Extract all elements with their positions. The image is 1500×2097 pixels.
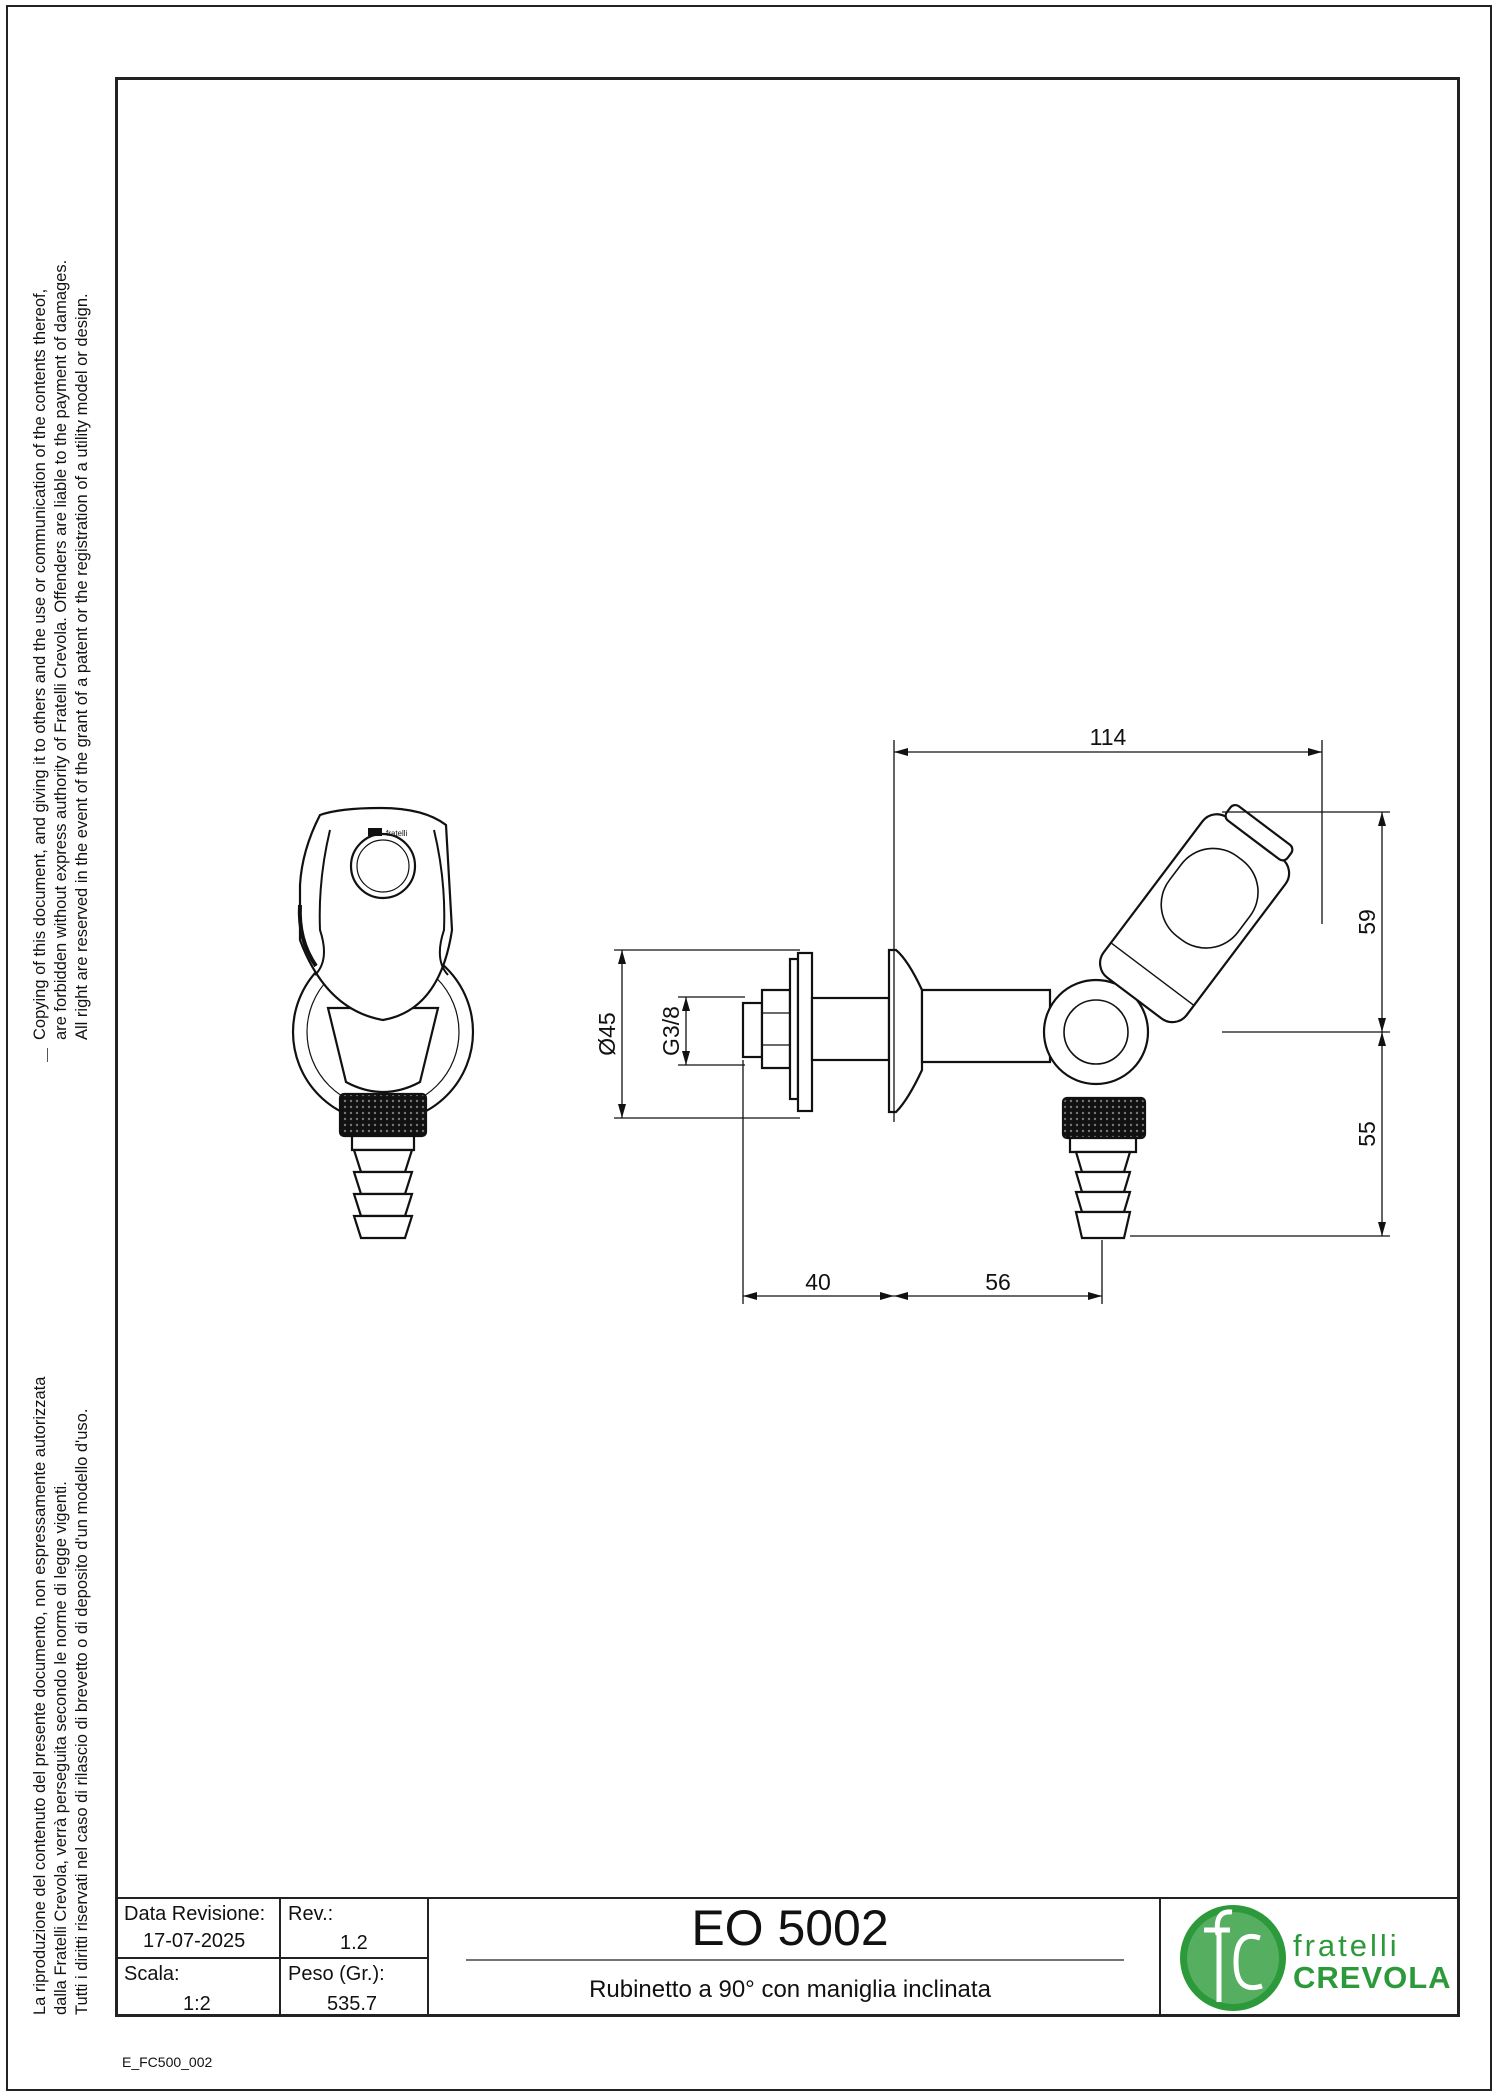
notice-it-line-2: dalla Fratelli Crevola, verrà perseguita secondo le norme di legge vigenti.: [52, 1481, 70, 2015]
product-code: EO 5002: [691, 1900, 889, 1956]
washer: [798, 953, 812, 1111]
thread-stub: [743, 1003, 762, 1057]
side-hose-barb: [1076, 1152, 1130, 1172]
rev-value: 1.2: [340, 1932, 368, 1954]
notice-en-line-1: Copying of this document, and giving it to others and the use or communication of the contents thereof,: [31, 288, 49, 1040]
weight-value: 535.7: [327, 1993, 378, 2015]
notice-separator: [47, 1048, 48, 1062]
dim-thread-length: 40: [805, 1269, 831, 1295]
rev-label: Rev.:: [288, 1903, 334, 1925]
svg-text:fratelli: fratelli: [386, 829, 408, 838]
hex-nut: [762, 990, 790, 1068]
product-description: Rubinetto a 90° con maniglia inclinata: [589, 1976, 991, 2003]
weight-label: Peso (Gr.):: [288, 1963, 385, 1985]
notice-it-line-1: La riproduzione del contenuto del presente documento, non espressamente autorizzata: [31, 1376, 49, 2015]
side-view: [743, 794, 1306, 1238]
dim-total-length: 114: [1089, 724, 1127, 750]
notice-it-line-3: Tutti i diritti riservati nel caso di rilascio di brevetto o di deposito d'un modello d'uso.: [73, 1408, 91, 2015]
dim-outlet-offset: 56: [985, 1269, 1011, 1295]
valve-arm: [922, 990, 1050, 1062]
logo-text-fratelli: fratelli: [1293, 1928, 1400, 1963]
front-view: [293, 808, 473, 1238]
revision-date: 17-07-2025: [143, 1930, 246, 1952]
front-handle-cap: [351, 834, 415, 898]
company-logo-mark: [1180, 1905, 1286, 2011]
side-knurled-nut: [1063, 1098, 1145, 1138]
revision-date-label: Data Revisione:: [124, 1903, 266, 1925]
document-code: E_FC500_002: [122, 2054, 213, 2070]
dim-outlet-height: 55: [1354, 1121, 1380, 1147]
notice-en-line-2: are forbidden without express authority of Fratelli Crevola. Offenders are liable to the payment of damages.: [52, 259, 70, 1040]
front-hose-barb: [354, 1150, 412, 1172]
dim-flange-diameter: Ø45: [594, 1012, 620, 1056]
scale-label: Scala:: [124, 1963, 180, 1985]
logo-text-crevola: CREVOLA: [1293, 1960, 1452, 1995]
dim-handle-height: 59: [1354, 909, 1380, 935]
scale-value: 1:2: [183, 1993, 211, 2015]
front-knurled-nut: [340, 1094, 426, 1136]
notice-en-line-3: All right are reserved in the event of the grant of a patent or the registration of a utility model or design.: [73, 293, 91, 1040]
dim-thread: G3/8: [658, 1006, 684, 1056]
